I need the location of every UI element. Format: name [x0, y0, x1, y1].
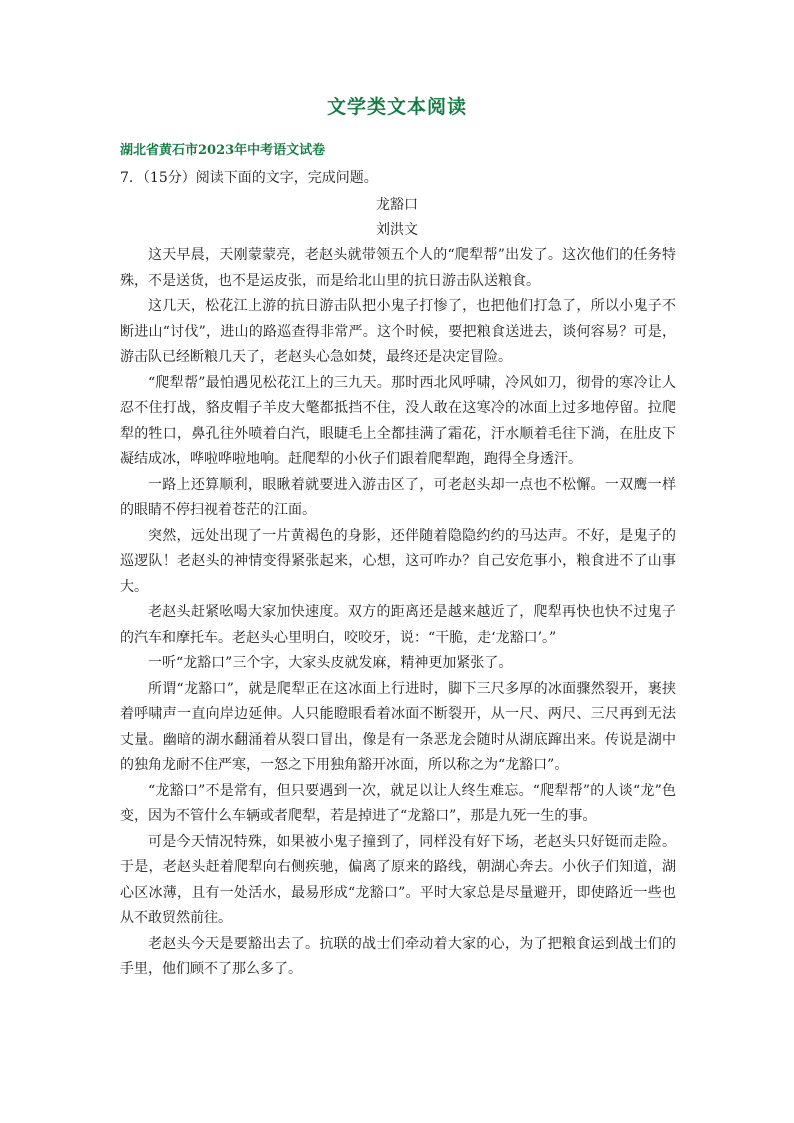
story-title: 龙豁口 — [376, 197, 418, 213]
paragraph: 这几天，松花江上游的抗日游击队把小鬼子打惨了，也把他们打急了，所以小鬼子不断进山“讨伐”，进山的路巡查得非常严。这个时候，要把粮食送进去，谈何容易？可是，游击队已经断粮几天了，老赵头心急如焚，最终还是决定冒险。 — [120, 298, 676, 365]
paragraph: 突然，远处出现了一片黄褐色的身影，还伴随着隐隐约约的马达声。不好，是鬼子的巡逻队！老赵头的神情变得紧张起来，心想，这可咋办？自己安危事小，粮食进不了山事大。 — [120, 527, 676, 595]
paragraph: 一路上还算顺利，眼瞅着就要进入游击区了，可老赵头却一点也不松懈。一双鹰一样的眼睛不停扫视着苍茫的江面。 — [120, 476, 676, 518]
paragraph: 老赵头赶紧吆喝大家加快速度。双方的距离还是越来越近了，爬犁再快也快不过鬼子的汽车和摩托车。老赵头心里明白，咬咬牙，说：“干脆，走‘龙豁口’。” — [120, 604, 676, 646]
paragraph: 这天早晨，天刚蒙蒙亮，老赵头就带领五个人的“爬犁帮”出发了。这次他们的任务特殊，不是送货，也不是运皮张，而是给北山里的抗日游击队送粮食。 — [120, 247, 676, 289]
section-title: 文学类文本阅读 — [326, 96, 467, 118]
story-body — [120, 243, 676, 983]
paragraph: “龙豁口”不是常有，但只要遇到一次，就足以让人终生难忘。“爬犁帮”的人谈“龙”色变，因为不管什么车辆或者爬犁，若是掉进了“龙豁口”，那是九死一生的事。 — [120, 782, 676, 824]
exam-source: 湖北省黄石市2023年中考语文试卷 — [120, 143, 326, 158]
story-author: 刘洪文 — [376, 222, 418, 238]
question-prompt: 7．（15分）阅读下面的文字，完成问题。 — [120, 170, 378, 186]
paragraph: “爬犁帮”最怕遇见松花江上的三九天。那时西北风呼啸，冷风如刀，彻骨的寒冷让人忍不住打战，貉皮帽子羊皮大氅都抵挡不住，没人敢在这寒冷的冰面上过多地停留。拉爬犁的牲口，鼻孔往外喷着白汽，眼睫毛上全都挂满了霜花，汗水顺着毛往下淌，在肚皮下凝结成冰，哗啦哗啦地响。赶爬犁的小伙子们跟着爬犁跑，跑得全身透汗。 — [120, 374, 676, 467]
paragraph: 老赵头今天是要豁出去了。抗联的战士们牵动着大家的心，为了把粮食运到战士们的手里，他们顾不了那么多了。 — [120, 935, 676, 977]
paragraph: 可是今天情况特殊，如果被小鬼子撞到了，同样没有好下场，老赵头只好铤而走险。于是，老赵头赶着爬犁向右侧疾驰，偏离了原来的路线，朝湖心奔去。小伙子们知道，湖心区冰薄，且有一处活水，最易形成“龙豁口”。平时大家总是尽量避开，即使路近一些也从不敢贸然前往。 — [120, 833, 676, 926]
paragraph: 一听“龙豁口”三个字，大家头皮就发麻，精神更加紧张了。 — [148, 655, 513, 671]
paragraph: 所谓“龙豁口”，就是爬犁正在这冰面上行进时，脚下三尺多厚的冰面骤然裂开，裹挟着呼啸声一直向岸边延伸。人只能瞪眼看着冰面不断裂开，从一尺、两尺、三尺再到无法丈量。幽暗的湖水翻涌着从裂口冒出，像是有一条恶龙会随时从湖底蹿出来。传说是湖中的独角龙耐不住严寒，一怒之下用独角豁开冰面，所以称之为“龙豁口”。 — [120, 680, 676, 773]
